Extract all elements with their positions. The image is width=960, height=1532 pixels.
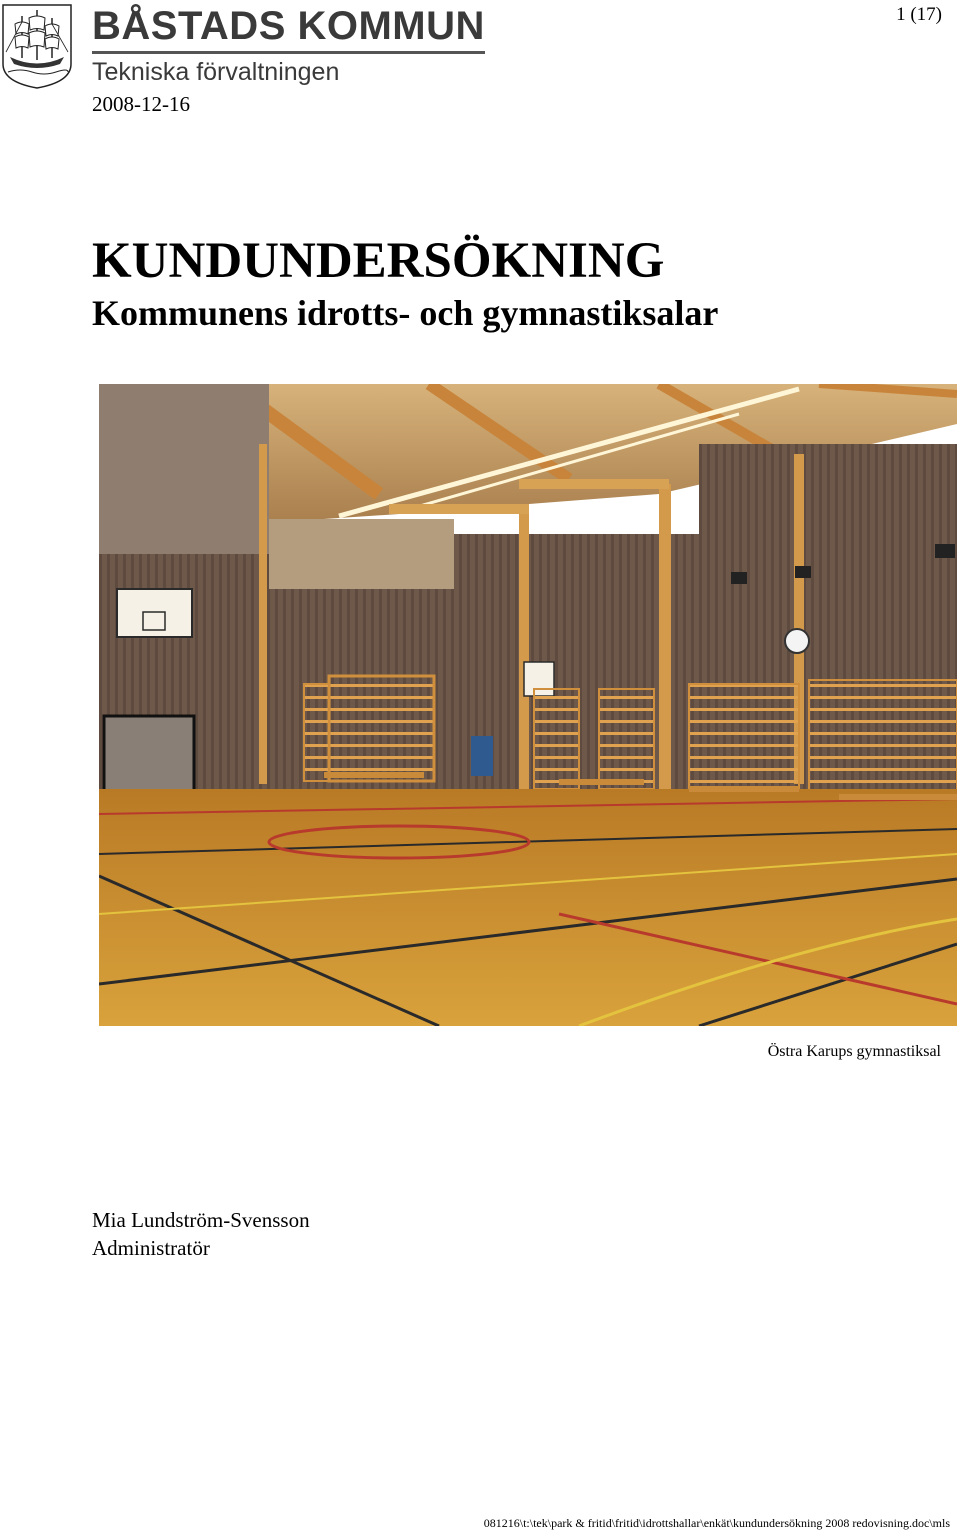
author-name: Mia Lundström-Svensson: [92, 1208, 310, 1232]
footer-file-path: 081216\t:\tek\park & fritid\fritid\idrottshallar\enkät\kundundersökning 2008 redovisning.doc\mls: [483, 1516, 950, 1530]
photo-caption: Östra Karups gymnastiksal: [767, 1043, 941, 1060]
ship-emblem-icon: [0, 2, 74, 90]
page-number: 1 (17): [896, 4, 942, 25]
document-subtitle: Kommunens idrotts- och gymnastiksalar: [92, 293, 719, 333]
header-divider: [92, 51, 485, 54]
gym-hall-photo: [99, 384, 957, 1026]
organization-name: BÅSTADS KOMMUN: [92, 4, 485, 48]
author-role: Administratör: [92, 1236, 210, 1260]
department-name: Tekniska förvaltningen: [92, 58, 340, 86]
document-title: KUNDUNDERSÖKNING: [92, 233, 665, 289]
document-date: 2008-12-16: [92, 92, 190, 116]
